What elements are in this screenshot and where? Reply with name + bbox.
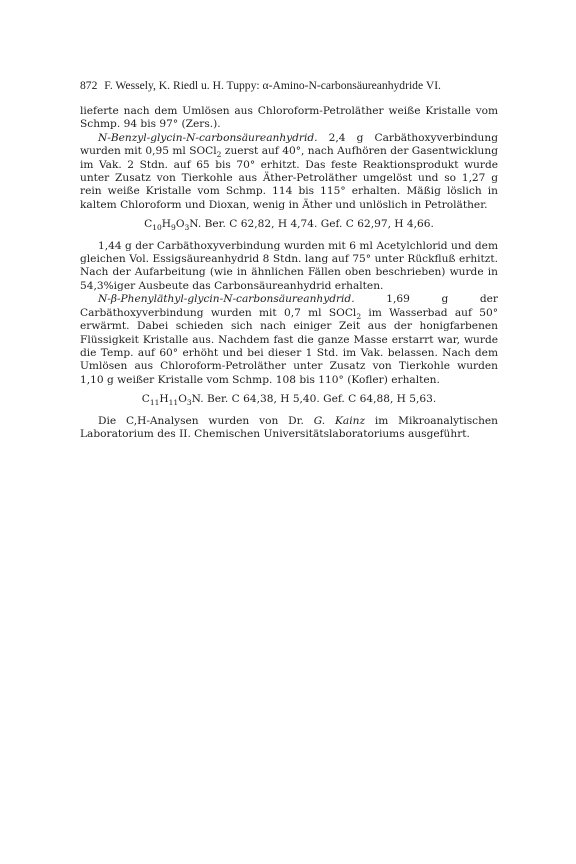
paragraph-acknowledgement (80, 415, 498, 442)
paragraph-benzyl (80, 132, 498, 212)
analysis-formula-1 (80, 218, 498, 231)
subscript: 3 (186, 398, 192, 408)
subscript: 2 (216, 150, 222, 160)
paragraph-benzyl-text-a: 2,4 g Carbäthoxyverbindung wurden mit 0,95 ml SOCl (80, 131, 498, 158)
acknowledgement-text-b: im Mikroanalytischen Laboratorium des II. Chemischen Universitätslaboratoriums ausgeführt. (80, 414, 498, 440)
compound-name-phenylethyl: N-β-Phenyläthyl-glycin-N-carbonsäureanhydrid. (98, 293, 355, 306)
acknowledgement-person: G. Kainz (313, 414, 366, 427)
subscript: 10 (152, 223, 162, 233)
subscript: 2 (356, 311, 362, 321)
formula-element: C (141, 393, 150, 406)
formula-element: C (144, 218, 153, 231)
paragraph-benzyl-text-b: zuerst auf 40°, nach Aufhören der Gasentwicklung im Vak. 2 Stdn. auf 65 bis 70° erhitzt. Das feste Reaktionsprodukt wurde unter Zusatz von Tierkohle aus Äther-Petroläther umgelöst und so 1,27 g rein weiße Kristalle vom Schmp. 114 bis 115° erhalten. Mäßig löslich in kaltem Chloroform und Dioxan, wenig in Äther und unlöslich in Petroläther. (80, 145, 498, 211)
running-header (80, 79, 498, 92)
paragraph-phenylethyl (80, 293, 498, 387)
compound-name-benzyl: N-Benzyl-glycin-N-carbonsäureanhydrid. (98, 131, 318, 144)
paragraph-acetyl (80, 240, 498, 294)
subscript: 11 (168, 398, 179, 408)
paragraph-acetyl-text: 1,44 g der Carbäthoxyverbindung wurden mit 6 ml Acetylchlorid und dem gleichen Vol. Essigsäureanhydrid 8 Stdn. lang auf 75° unter Rückfluß erhitzt. Nach der Aufarbeitung (wie in ähnlichen Fällen oben beschrieben) wurde in 54,3%iger Ausbeute das Carbonsäureanhydrid erhalten. (80, 239, 498, 292)
header-authors: F. Wessely, K. Riedl u. H. Tuppy: (104, 79, 260, 92)
paragraph-phenylethyl-text-b: im Wasserbad auf 50° erwärmt. Dabei schieden sich nach einiger Zeit aus der honigfarbenen Flüssigkeit Kristalle aus. Nachdem fast die ganze Masse erstarrt war, wurde die Temp. auf 60° erhöht und bei dieser 1 Std. im Vak. belassen. Nach dem Umlösen aus Chloroform-Petroläther unter Zusatz von Tierkohle wurden 1,10 g weißer Kristalle vom Schmp. 108 bis 110° (Kofler) erhalten. (80, 306, 499, 386)
subscript: 11 (149, 398, 160, 408)
analysis-formula-2 (80, 393, 498, 406)
subscript: 3 (184, 223, 190, 233)
page-number: 872 (80, 79, 98, 92)
paragraph-1 (80, 105, 498, 132)
acknowledgement-text-a: Die C,H-Analysen wurden von Dr. (98, 414, 314, 427)
header-title: α-Amino-N-carbonsäureanhydride VI. (262, 79, 441, 92)
paragraph-phenylethyl-text-a: 1,69 g der Carbäthoxyverbindung wurden mit 0,7 ml SOCl (80, 293, 498, 319)
body-text (80, 105, 498, 441)
subscript: 9 (171, 223, 176, 233)
formula-analysis-values: N. Ber. C 62,82, H 4,74. Gef. C 62,97, H 4,66. (189, 218, 434, 231)
formula-element: H (159, 393, 169, 406)
formula-analysis-values: N. Ber. C 64,38, H 5,40. Gef. C 64,88, H 5,63. (191, 393, 437, 406)
formula-element: O (178, 393, 187, 406)
paragraph-1-text: lieferte nach dem Umlösen aus Chloroform-Petroläther weiße Kristalle vom Schmp. 94 bis 97° (Zers.). (80, 105, 498, 131)
formula-element: H (161, 218, 172, 231)
formula-element: O (175, 218, 185, 231)
